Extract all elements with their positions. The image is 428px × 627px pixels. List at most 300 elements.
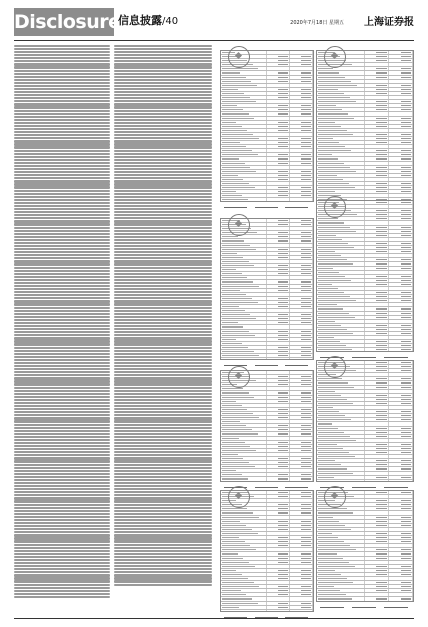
text-line [114,202,212,204]
text-line [14,128,110,130]
text-line [14,137,110,139]
text-line [14,473,110,475]
text-line [14,467,110,469]
text-line [114,245,212,247]
text-line [14,445,110,447]
text-line [114,162,212,164]
text-line [114,88,212,90]
text-line [14,196,110,198]
text-line [14,316,110,318]
text-line [14,587,110,589]
text-line [14,411,110,413]
signature-mark [285,201,308,208]
text-line [14,100,110,102]
signature-mark [255,359,278,366]
signature-mark [224,359,247,366]
text-line [114,371,212,373]
text-line [114,171,212,173]
text-line [114,350,212,352]
text-line [114,574,212,576]
text-line [114,439,212,441]
text-line [14,63,110,65]
text-line [114,402,212,404]
text-line [14,417,110,419]
text-line [14,73,110,75]
statement-table [220,490,314,612]
text-line [114,531,212,533]
text-line [114,356,212,358]
text-line [14,276,110,278]
official-seal-icon [228,46,250,68]
text-line [14,347,110,349]
text-line [114,343,212,345]
text-line [114,193,212,195]
text-line [114,106,212,108]
text-line [14,337,110,339]
text-line [114,273,212,275]
text-line [14,211,110,213]
text-line [114,122,212,124]
text-line [114,334,212,336]
text-line [114,66,212,68]
text-line [14,464,110,466]
text-line [14,479,110,481]
official-seal-icon [228,366,250,388]
text-line [14,571,110,573]
text-line [14,122,110,124]
text-line [14,491,110,493]
text-line [14,371,110,373]
text-line [14,343,110,345]
text-line [114,411,212,413]
masthead [14,8,414,38]
text-line [114,522,212,524]
text-line [114,177,212,179]
text-line [114,537,212,539]
text-line [114,233,212,235]
text-line [14,251,110,253]
text-line [114,513,212,515]
text-line [114,223,212,225]
text-line [14,131,110,133]
text-line [114,497,212,499]
text-line [114,190,212,192]
text-line [114,405,212,407]
text-line [114,328,212,330]
text-line [114,473,212,475]
text-line [114,131,212,133]
text-line [114,150,212,152]
text-line [114,534,212,536]
text-line [14,596,110,598]
text-line [114,168,212,170]
text-line [114,113,212,115]
text-line [114,57,212,59]
text-line [114,347,212,349]
text-line [14,76,110,78]
text-line [14,146,110,148]
text-line [14,590,110,592]
text-line [14,488,110,490]
text-line [114,491,212,493]
text-line [114,94,212,96]
text-line [14,282,110,284]
text-line [114,580,212,582]
text-line [114,445,212,447]
text-line [14,70,110,72]
text-line [14,408,110,410]
text-line [114,282,212,284]
text-line [14,57,110,59]
text-line [14,190,110,192]
text-line [114,540,212,542]
text-line [14,307,110,309]
text-line [14,433,110,435]
text-line [14,103,110,105]
official-seal-icon [324,196,346,218]
text-line [14,303,110,305]
text-line [114,254,212,256]
text-line [14,430,110,432]
text-line [114,519,212,521]
text-line [114,63,212,65]
text-line [14,559,110,561]
signature-mark [320,601,344,608]
statement-table [316,360,414,482]
text-line [14,531,110,533]
text-line [14,153,110,155]
text-line [114,380,212,382]
text-line [114,362,212,364]
text-line [14,85,110,87]
text-line [114,467,212,469]
text-line [114,470,212,472]
text-line [14,405,110,407]
text-line [114,322,212,324]
text-line [114,337,212,339]
official-seal-icon [228,214,250,236]
text-line [14,66,110,68]
text-line [14,125,110,127]
statement-table [316,50,414,202]
text-line [14,214,110,216]
text-line [114,516,212,518]
text-line [114,544,212,546]
text-line [114,174,212,176]
text-line [14,383,110,385]
text-line [14,325,110,327]
text-line [14,110,110,112]
text-line [114,448,212,450]
text-line [114,119,212,121]
text-line [114,183,212,185]
text-line [114,165,212,167]
text-line [114,568,212,570]
text-line [14,279,110,281]
text-line [114,436,212,438]
text-line [114,359,212,361]
text-line [14,365,110,367]
text-line [114,91,212,93]
text-line [114,525,212,527]
text-line [14,223,110,225]
text-line [114,374,212,376]
text-line [14,134,110,136]
text-line [114,451,212,453]
text-line [114,220,212,222]
text-line [14,180,110,182]
text-line [14,273,110,275]
text-line [14,227,110,229]
signature-mark [352,601,376,608]
text-line [14,156,110,158]
text-line [14,239,110,241]
text-line [14,393,110,395]
text-line [14,94,110,96]
text-line [114,227,212,229]
text-line [14,254,110,256]
text-line [114,146,212,148]
text-line [14,510,110,512]
statement-table [316,200,414,352]
text-line [114,116,212,118]
text-line [14,537,110,539]
text-line [114,417,212,419]
signature-mark [285,481,308,488]
text-line [114,297,212,299]
text-line [114,577,212,579]
text-line [14,113,110,115]
text-line [14,442,110,444]
text-line [14,162,110,164]
text-line [14,593,110,595]
text-line [114,457,212,459]
text-line [114,103,212,105]
signature-mark [224,201,247,208]
text-line [14,519,110,521]
text-line [14,387,110,389]
text-line [114,479,212,481]
text-line [114,137,212,139]
text-line [114,331,212,333]
text-line [14,550,110,552]
text-line [14,504,110,506]
footer-rule [14,618,414,619]
text-line [14,168,110,170]
text-line [14,439,110,441]
text-line [114,270,212,272]
text-line [114,159,212,161]
text-line [114,128,212,130]
text-line [114,340,212,342]
signature-mark [224,611,247,618]
text-line [114,230,212,232]
text-line [14,540,110,542]
text-line [114,584,212,586]
text-line [14,390,110,392]
text-line [114,476,212,478]
text-line [14,525,110,527]
text-line [114,140,212,142]
text-line [114,48,212,50]
text-line [114,82,212,84]
signature-mark [384,601,408,608]
text-line [114,60,212,62]
text-line [114,387,212,389]
text-line [114,303,212,305]
text-line [14,500,110,502]
text-line [114,205,212,207]
text-line [14,544,110,546]
text-line [14,457,110,459]
text-column-1 [14,44,110,614]
text-line [114,263,212,265]
statement-table [220,218,314,360]
text-line [14,51,110,53]
text-line [114,528,212,530]
text-line [114,134,212,136]
text-line [114,427,212,429]
text-line [14,106,110,108]
text-line [14,377,110,379]
text-line [14,359,110,361]
text-line [14,186,110,188]
text-line [114,242,212,244]
text-line [114,500,212,502]
text-line [114,51,212,53]
text-line [114,460,212,462]
text-line [14,159,110,161]
text-line [14,48,110,50]
text-line [14,300,110,302]
signature-mark [352,351,376,358]
text-line [14,230,110,232]
text-line [114,313,212,315]
text-line [14,451,110,453]
text-line [14,202,110,204]
text-line [14,470,110,472]
text-line [14,82,110,84]
text-line [14,328,110,330]
text-line [114,236,212,238]
text-line [14,396,110,398]
text-line [114,45,212,47]
text-line [114,408,212,410]
text-line [14,528,110,530]
text-line [114,217,212,219]
text-line [114,100,212,102]
text-line [14,420,110,422]
text-line [114,291,212,293]
newspaper-name: 上海证券报 [364,17,414,28]
text-line [14,414,110,416]
text-line [14,334,110,336]
text-line [14,402,110,404]
text-line [14,574,110,576]
text-line [114,180,212,182]
text-line [14,193,110,195]
text-line [114,556,212,558]
text-line [14,270,110,272]
text-line [114,414,212,416]
text-line [114,260,212,262]
text-line [114,488,212,490]
text-line [114,153,212,155]
text-line [114,353,212,355]
text-line [14,54,110,56]
text-line [114,196,212,198]
text-line [14,448,110,450]
text-line [14,119,110,121]
text-line [14,374,110,376]
text-line [114,310,212,312]
text-line [114,383,212,385]
text-line [114,510,212,512]
text-line [14,553,110,555]
text-line [114,186,212,188]
text-line [14,79,110,81]
text-line [114,125,212,127]
text-line [14,263,110,265]
text-line [114,504,212,506]
text-line [14,313,110,315]
text-line [14,460,110,462]
text-line [14,45,110,47]
text-line [14,454,110,456]
text-line [14,291,110,293]
text-line [14,267,110,269]
text-line [114,430,212,432]
signature-mark [285,611,308,618]
text-line [14,556,110,558]
text-line [14,208,110,210]
official-seal-icon [228,486,250,508]
text-line [114,571,212,573]
brand-logo: Disclosure [14,8,114,36]
text-line [14,88,110,90]
text-line [114,97,212,99]
text-line [14,205,110,207]
text-line [114,368,212,370]
text-line [114,316,212,318]
text-line [114,482,212,484]
text-line [14,60,110,62]
text-line [14,97,110,99]
text-line [114,54,212,56]
text-line [14,183,110,185]
text-column-2 [114,44,212,604]
text-line [14,285,110,287]
text-line [14,497,110,499]
text-line [14,217,110,219]
text-line [114,279,212,281]
text-line [14,482,110,484]
text-line [14,288,110,290]
text-line [14,534,110,536]
signature-mark [285,359,308,366]
text-line [114,73,212,75]
text-line [14,199,110,201]
text-line [14,233,110,235]
text-line [14,476,110,478]
text-line [14,485,110,487]
text-line [114,396,212,398]
official-seal-icon [324,356,346,378]
text-line [114,365,212,367]
official-seal-icon [324,46,346,68]
text-line [114,156,212,158]
text-line [114,553,212,555]
